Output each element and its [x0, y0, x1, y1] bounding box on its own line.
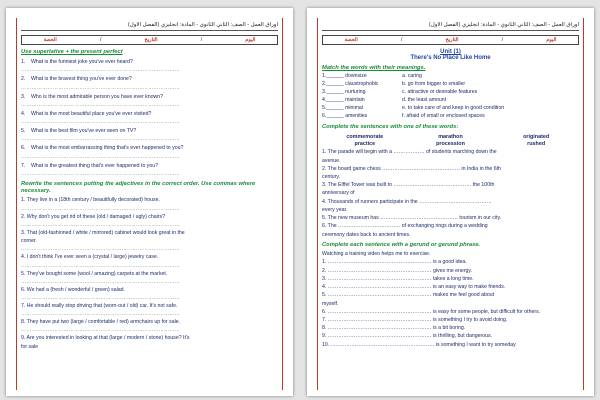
adjective-sentence: corner. — [21, 238, 37, 245]
match-meaning: b. go from bigger to smaller — [402, 81, 466, 88]
question-number: 7. — [21, 162, 26, 169]
question-item — [21, 128, 278, 134]
gerund-sentence: 4. …………………………………………………… is an easy way to make friends. — [322, 284, 506, 291]
gerund-sentence: 5. …………………………………………………… makes me feel good about — [322, 292, 495, 299]
match-word: 6.______ amenities — [322, 113, 368, 120]
match-meaning: e. to take care of and keep in good condition — [402, 105, 505, 112]
adjective-sentence: 6. We had a (fresh / wonderful / green) salad. — [21, 286, 125, 293]
answer-line[interactable]: ……………………………………………………………………………… — [21, 170, 180, 177]
adjective-sentence: 7. He should really stop driving that (worn-out / old) car. It's not safe. — [21, 302, 178, 309]
answer-line[interactable]: ……………………………………………………………………………… — [21, 84, 180, 91]
worksheet-page-left — [6, 8, 293, 396]
question-item — [21, 76, 278, 82]
complete-sentence-list — [322, 149, 579, 238]
instruction-adjective-order: Rewrite the sentences putting the adjectives in the correct order. Use commas where necessary. — [21, 180, 256, 195]
unit-number: Unit (1) — [440, 49, 461, 55]
info-date: التاريخ — [144, 37, 158, 43]
gerund-example: Watching a training video helps me to exercise. — [322, 251, 431, 258]
word-bank-item: originated — [523, 134, 550, 141]
complete-sentence: every year. — [322, 206, 348, 213]
adjective-sentence: 5. They've bought some (wool / amazing) carpets at the market. — [21, 270, 168, 277]
info-day: اليوم — [245, 37, 256, 43]
adjective-sentence: 8. They have put two (large / comfortable / red) armchairs up for sale. — [21, 319, 181, 326]
adjective-sentence: for sale — [21, 343, 39, 350]
answer-line[interactable]: ……………………………………………………………………………… — [21, 136, 180, 143]
question-text: What is the most beautiful place you've ever visited? — [31, 110, 152, 117]
answer-line[interactable]: ……………………………………………………………………………… — [21, 221, 180, 228]
match-meaning: c. attractive or desirable features — [402, 89, 478, 96]
info-slash: / — [400, 37, 403, 43]
gerund-sentence-list — [322, 259, 579, 348]
adjective-sentence: 2. Why don't you get rid of these (old / damaged / ugly) chairs? — [21, 213, 166, 220]
adjective-sentence: 1. They live in a (18th century / beautifully decorated) house. — [21, 197, 160, 204]
gerund-sentence: 1. …………………………………………………… is a good idea. — [322, 259, 467, 266]
adjective-sentence: 3. That (old-fashioned / white / mirrored) cabinet would look great in the — [21, 229, 185, 236]
question-list — [21, 59, 278, 177]
complete-sentence: 1. The parade will begin with a ……………… of students marching down the — [322, 149, 497, 156]
instruction-match: Match the words with their meanings. — [322, 65, 426, 71]
school-header: اوراق العمل - الصف: الثاني الثانوي - المادة: انجليزي (الفصل الاول) — [21, 22, 278, 31]
match-word: 1.______ downsize — [322, 73, 367, 80]
answer-line[interactable]: ……………………………………………………………………………… — [21, 327, 180, 334]
info-slash: / — [200, 37, 203, 43]
complete-sentence: 4. Thousands of runners participate in the …………………………………… — [322, 198, 492, 205]
answer-line[interactable]: ……………………………………………………………………………… — [21, 278, 180, 285]
info-period: الحصة — [43, 37, 57, 43]
match-row — [322, 90, 579, 96]
question-number: 3. — [21, 93, 26, 100]
match-word: 3.______ nurturing — [322, 89, 366, 96]
question-item — [21, 111, 278, 117]
match-row — [322, 114, 579, 120]
complete-sentence: 2. The board game chess ……………………………………… in India in the 6th — [322, 165, 501, 172]
word-bank-item: commemorate — [346, 134, 384, 141]
margin-line — [282, 18, 283, 390]
answer-line[interactable]: ……………………………………………………………………………… — [21, 311, 180, 318]
answer-line[interactable]: ……………………………………………………………………………… — [21, 101, 180, 108]
match-meaning: a. caring — [402, 73, 422, 80]
question-text: What is the most embarrassing thing that's ever happened to you? — [31, 145, 184, 152]
instruction-gerund: Complete each sentence with a gerund or gerund phrase. — [322, 241, 481, 248]
answer-line[interactable]: ……………………………………………………………………………… — [21, 262, 180, 269]
match-row — [322, 82, 579, 88]
answer-line[interactable]: ……………………………………………………………………………… — [21, 119, 180, 126]
question-number: 2. — [21, 76, 26, 83]
gerund-sentence: 6. …………………………………………………… is easy for some people, but difficult for others. — [322, 308, 541, 315]
question-text: Who is the most admirable person you have ever known? — [31, 93, 164, 100]
match-table — [322, 74, 579, 120]
margin-line — [583, 18, 584, 390]
unit-title: There's No Place Like Home — [410, 55, 491, 61]
margin-line — [317, 18, 318, 390]
gerund-sentence: 7. …………………………………………………… is something I try to avoid doing. — [322, 316, 508, 323]
question-text: What is the funniest joke you've ever heard? — [31, 59, 133, 66]
match-row — [322, 74, 579, 80]
question-text: What is the greatest thing that's ever happened to you? — [31, 162, 159, 169]
complete-sentence: century. — [322, 173, 341, 180]
complete-sentence: 5. The new museum has ……………………………………… tourism in our city. — [322, 215, 502, 222]
complete-sentence: avenue. — [322, 157, 341, 164]
match-meaning: f. afraid of small or enclosed spaces — [402, 113, 485, 120]
word-bank-item: procession — [436, 141, 465, 148]
match-row — [322, 106, 579, 112]
date-info-box — [322, 35, 579, 45]
question-item — [21, 94, 278, 100]
info-date: التاريخ — [445, 37, 459, 43]
answer-line[interactable]: ……………………………………………………………………………… — [21, 294, 180, 301]
answer-line[interactable]: ……………………………………………………………………………… — [21, 205, 180, 212]
match-word: 4.______ maintain — [322, 97, 365, 104]
instruction-superlative: Use superlative + the present perfect — [21, 49, 123, 55]
question-item — [21, 145, 278, 151]
question-item — [21, 59, 278, 65]
gerund-sentence: 2. …………………………………………………… gives me energy. — [322, 267, 473, 274]
gerund-sentence: 8. …………………………………………………… is a bit boring. — [322, 325, 466, 332]
gerund-sentence: 9. …………………………………………………… is thrilling, but dangerous. — [322, 333, 493, 340]
adjective-sentence: 4. I don't think I've ever seen a (crystal / large) jewelry case. — [21, 254, 159, 261]
gerund-sentence: 3. …………………………………………………… takes a long time. — [322, 275, 474, 282]
question-text: What is the bravest thing you've ever done? — [31, 76, 132, 83]
answer-line[interactable]: ……………………………………………………………………………… — [21, 246, 180, 253]
adjective-sentence: 9. Are you interested in looking at that (large / modern / stone) house? It's — [21, 335, 190, 342]
complete-sentence: 6. The ……………………………… of exchanging rings during a wedding — [322, 223, 488, 230]
word-bank-item: practice — [354, 141, 376, 148]
date-info-box — [21, 35, 278, 45]
instruction-complete: Complete the sentences with one of these words: — [322, 124, 459, 131]
match-row — [322, 98, 579, 104]
worksheet-page-right — [307, 8, 594, 396]
answer-line[interactable]: ……………………………………………………………………………… — [21, 153, 180, 160]
match-meaning: d. the least amount — [402, 97, 447, 104]
word-bank — [322, 134, 579, 147]
info-slash: / — [501, 37, 504, 43]
question-text: What is the best film you've ever seen on TV? — [31, 128, 137, 135]
school-header: اوراق العمل - الصف: الثاني الثانوي - المادة: انجليزي (الفصل الاول) — [322, 22, 579, 31]
match-word: 5.______ minimal — [322, 105, 363, 112]
word-bank-item: marathon — [438, 134, 463, 141]
question-number: 6. — [21, 145, 26, 152]
question-number: 1. — [21, 59, 26, 66]
gerund-sentence: myself. — [322, 300, 339, 307]
match-word: 2.______ claustrophobic — [322, 81, 379, 88]
margin-line — [16, 18, 17, 390]
info-period: الحصة — [344, 37, 358, 43]
info-slash: / — [99, 37, 102, 43]
complete-sentence: ceremony dates back to ancient times. — [322, 231, 411, 238]
info-day: اليوم — [546, 37, 557, 43]
complete-sentence: 3. The Eiffel Tower was built to ……………………………………… the 100th — [322, 182, 495, 189]
answer-line[interactable]: ……………………………………………………………………………… — [21, 67, 180, 74]
question-number: 5. — [21, 128, 26, 135]
gerund-sentence: 10. …………………………………………………… is something I want to try someday — [322, 341, 516, 348]
complete-sentence: anniversary of — [322, 190, 355, 197]
adjective-sentence-list — [21, 197, 278, 350]
word-bank-item: rushed — [527, 141, 546, 148]
question-item — [21, 163, 278, 169]
question-number: 4. — [21, 110, 26, 117]
